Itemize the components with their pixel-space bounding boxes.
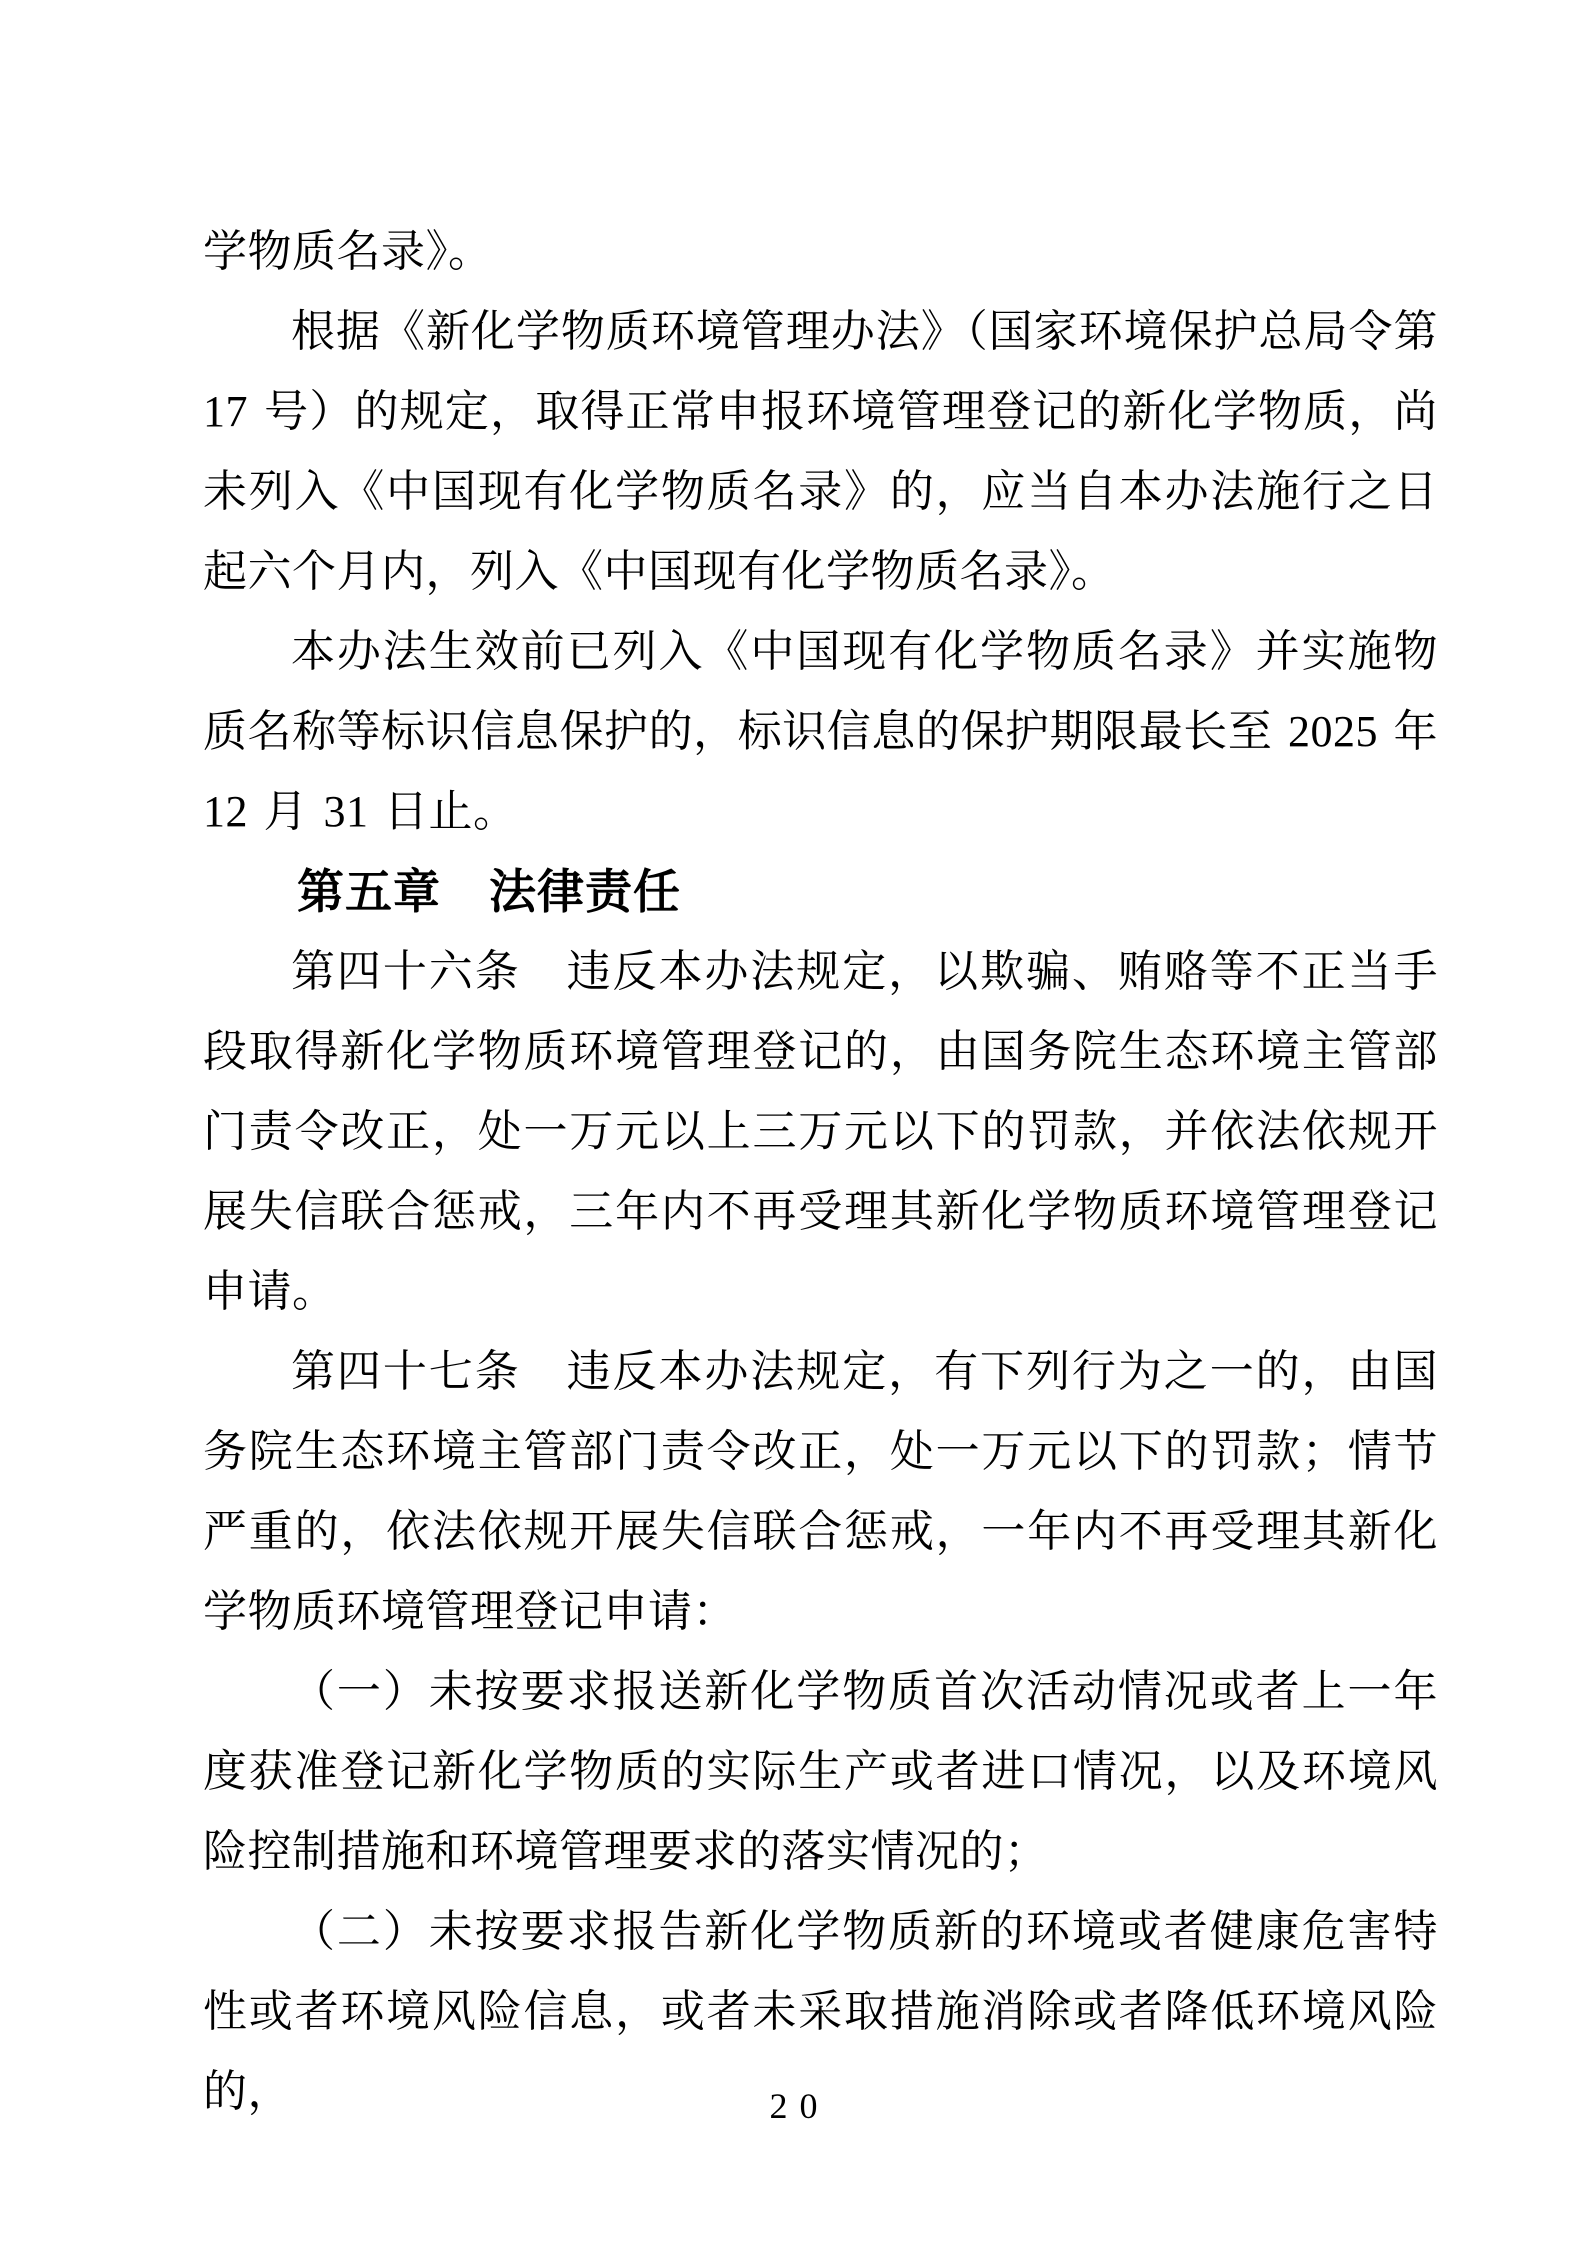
paragraph: 根据《新化学物质环境管理办法》（国家环境保护总局令第 17 号）的规定，取得正常申报环境管理登记的新化学物质，尚未列入《中国现有化学物质名录》的，应当自本办法施行之日起六个月内，列入《中国现有化学物质名录》。 xyxy=(203,307,1438,596)
paragraph: 本办法生效前已列入《中国现有化学物质名录》并实施物质名称等标识信息保护的，标识信息的保护期限最长至 2025 年 12 月 31 日止。 xyxy=(203,627,1438,836)
paragraph: （一）未按要求报送新化学物质首次活动情况或者上一年度获准登记新化学物质的实际生产或者进口情况，以及环境风险控制措施和环境管理要求的落实情况的； xyxy=(203,1667,1438,1876)
paragraph: 第四十七条 违反本办法规定，有下列行为之一的，由国务院生态环境主管部门责令改正，处一万元以下的罚款；情节严重的，依法依规开展失信联合惩戒，一年内不再受理其新化学物质环境管理登记申请： xyxy=(203,1347,1438,1636)
paragraph: 第四十六条 违反本办法规定，以欺骗、贿赂等不正当手段取得新化学物质环境管理登记的，由国务院生态环境主管部门责令改正，处一万元以上三万元以下的罚款，并依法依规开展失信联合惩戒，三年内不再受理其新化学物质环境管理登记申请。 xyxy=(203,947,1438,1316)
page-number: 20 xyxy=(769,2086,830,2126)
chapter-heading: 第五章 法律责任 xyxy=(297,865,681,918)
paragraph: 学物质名录》。 xyxy=(203,227,493,276)
paragraph: （二）未按要求报告新化学物质新的环境或者健康危害特性或者环境风险信息，或者未采取措施消除或者降低环境风险的， xyxy=(203,1907,1438,2116)
document-body xyxy=(203,212,1438,2132)
